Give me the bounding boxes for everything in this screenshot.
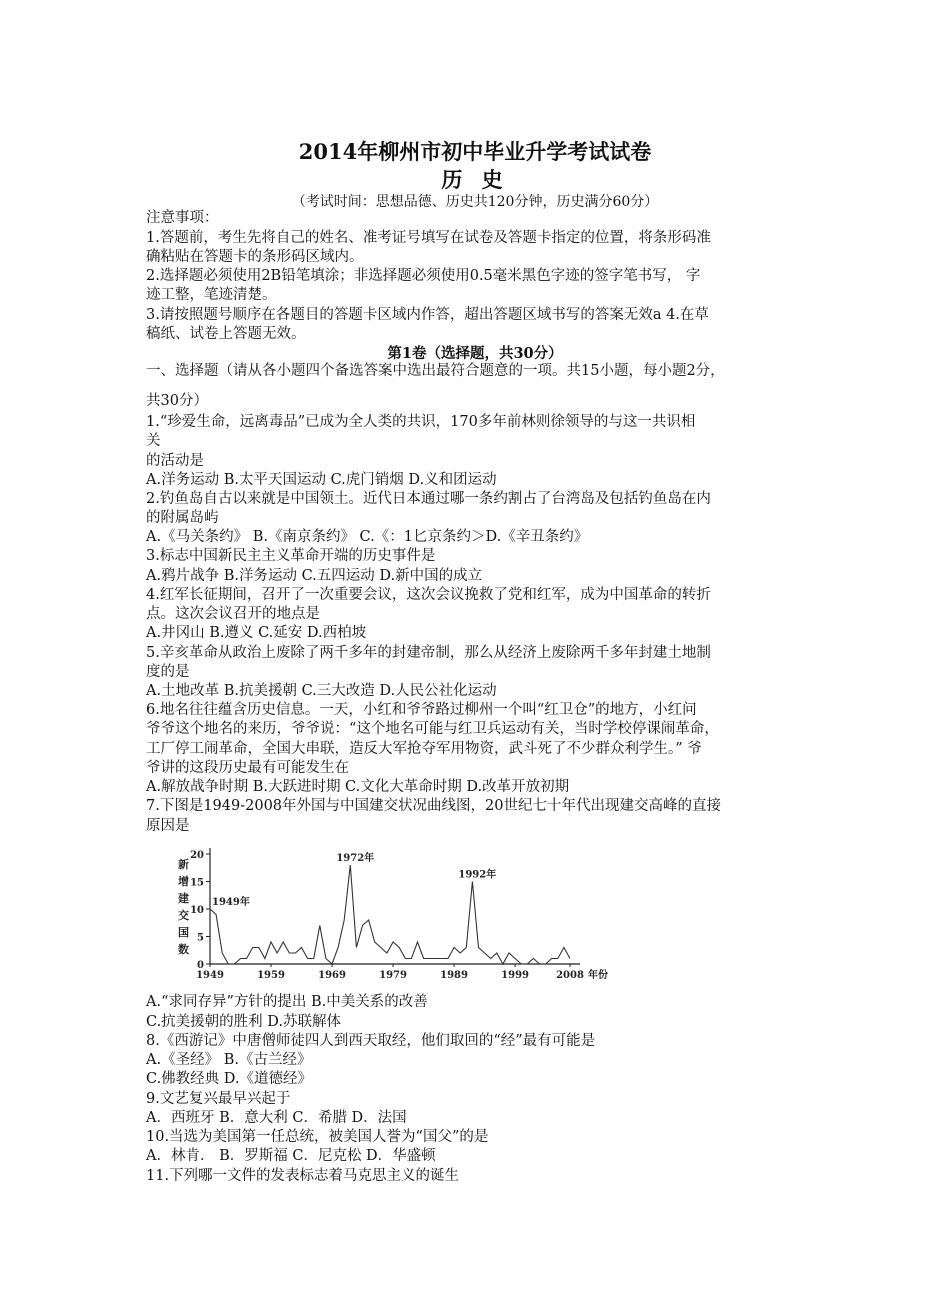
x-tick-label: 1979 bbox=[379, 970, 407, 981]
exam-time-note: （考试时间：思想品德、历史共120分钟，历史满分60分） bbox=[291, 194, 659, 210]
x-tick-label: 1969 bbox=[318, 970, 346, 981]
chart-axes bbox=[210, 848, 580, 964]
series-line bbox=[210, 865, 570, 964]
y-tick-label: 0 bbox=[197, 960, 204, 971]
question-line: A.“求同存异”方针的提出 B.中美关系的改善 bbox=[146, 994, 428, 1010]
y-axis-label-char: 增 bbox=[178, 875, 189, 888]
chart-series bbox=[210, 865, 570, 964]
y-axis-label-char: 交 bbox=[178, 909, 189, 922]
x-tick-label: 2008 bbox=[556, 970, 584, 981]
question-line: A．西班牙 B．意大利 C．希腊 D．法国 bbox=[146, 1110, 407, 1126]
question-line: 11.下列哪一文件的发表标志着马克思主义的诞生 bbox=[146, 1168, 460, 1184]
question-line: 2.钓鱼岛自古以来就是中国领土。近代日本通过哪一条约割占了台湾岛及包括钓鱼岛在内 bbox=[146, 491, 711, 507]
annotation-label: 1992年 bbox=[458, 869, 497, 881]
x-tick-label: 1989 bbox=[440, 970, 468, 981]
annotation-label: 1972年 bbox=[336, 853, 375, 864]
notice-line: 注意事项： bbox=[146, 210, 219, 226]
chart-annotations bbox=[212, 851, 496, 908]
question-line: A.洋务运动 B.太平天国运动 C.虎门销烟 D.义和团运动 bbox=[146, 472, 497, 488]
y-axis-label bbox=[178, 857, 189, 956]
notice-line: 3.请按照题号顺序在各题目的答题卡区域内作答，超出答题区域书写的答案无效a 4.在草 bbox=[146, 307, 709, 323]
question-line: 3.标志中国新民主主义革命开端的历史事件是 bbox=[146, 548, 436, 564]
question-line: 7.下图是1949-2008年外国与中国建交状况曲线图，20世纪七十年代出现建交高峰的直接 bbox=[146, 798, 721, 814]
annotation-label: 1949年 bbox=[212, 897, 250, 908]
question-line: C.佛教经典 D.《道德经》 bbox=[146, 1071, 313, 1087]
question-line: A.井冈山 B.遵义 C.延安 D.西柏坡 bbox=[146, 625, 367, 641]
question-line: 一、选择题（请从各小题四个备选答案中选出最符合题意的一项。共15小题，每小题2分， bbox=[146, 363, 725, 379]
question-line: 的附属岛屿 bbox=[146, 510, 219, 526]
question-line: C.抗美援朝的胜利 D.苏联解体 bbox=[146, 1014, 342, 1030]
y-tick-label: 10 bbox=[190, 905, 204, 916]
question-line: A.《圣经》 B.《古兰经》 bbox=[146, 1052, 312, 1068]
notice-line: 迹工整，笔迹清楚。 bbox=[146, 287, 277, 303]
question-line: 8.《西游记》中唐僧师徒四人到西天取经，他们取回的“经”最有可能是 bbox=[146, 1033, 596, 1049]
question-line: 度的是 bbox=[146, 664, 190, 680]
exam-title: 2014年柳州市初中毕业升学考试试卷 bbox=[298, 139, 652, 164]
y-axis-label-char: 国 bbox=[178, 926, 189, 939]
question-line: 6.地名往往蕴含历史信息。一天，小红和爷爷路过柳州一个叫“红卫仓”的地方，小红问 bbox=[146, 702, 697, 718]
question-line: 4.红军长征期间，召开了一次重要会议，这次会议挽救了党和红军，成为中国革命的转折 bbox=[146, 587, 711, 603]
question-line: 工厂停工闹革命，全国大串联，造反大军抢夺军用物资，武斗死了不少群众利学生。” 爷 bbox=[146, 741, 702, 757]
notice-line: 确粘贴在答题卡的条形码区域内。 bbox=[146, 249, 364, 265]
subject-title: 历 史 bbox=[441, 167, 509, 192]
section-title: 第1卷（选择题，共30分） bbox=[387, 345, 563, 362]
question-line: A.鸦片战争 B.洋务运动 C.五四运动 D.新中国的成立 bbox=[146, 568, 483, 584]
y-axis-label-char: 数 bbox=[178, 943, 189, 956]
question-line: 5.辛亥革命从政治上废除了两千多年的封建帝制，那么从经济上废除两千多年封建土地制 bbox=[146, 645, 711, 661]
question-line: 关 bbox=[146, 433, 161, 449]
question-line: 9.文艺复兴最早兴起于 bbox=[146, 1091, 291, 1107]
x-ticks bbox=[196, 964, 608, 981]
notice-line: 稿纸、试卷上答题无效。 bbox=[146, 326, 306, 342]
question-line: 原因是 bbox=[146, 818, 190, 834]
question-line: 共30分） bbox=[146, 393, 208, 409]
question-line: 10.当选为美国第一任总统，被美国人誉为“国父”的是 bbox=[146, 1129, 489, 1145]
question-line: 的活动是 bbox=[146, 453, 204, 469]
y-axis-label-char: 建 bbox=[178, 892, 189, 905]
y-tick-label: 15 bbox=[190, 877, 204, 889]
y-ticks bbox=[190, 850, 210, 971]
question-line: A．林肯． B．罗斯福 C．尼克松 D．华盛顿 bbox=[146, 1148, 436, 1164]
x-tick-label: 1949 bbox=[196, 970, 224, 981]
y-tick-label: 5 bbox=[197, 932, 204, 944]
question-line: 1.“珍爱生命，远离毒品”已成为全人类的共识，170多年前林则徐领导的与这一共识相 bbox=[146, 414, 696, 430]
y-tick-label: 20 bbox=[190, 850, 204, 861]
diplomatic-relations-chart bbox=[170, 838, 640, 988]
notice-line: 1.答题前，考生先将自己的姓名、准考证号填写在试卷及答题卡指定的位置，将条形码准 bbox=[146, 230, 711, 246]
x-tick-label: 1999 bbox=[501, 970, 530, 981]
question-line: 点。这次会议召开的地点是 bbox=[146, 606, 320, 622]
question-line: A.解放战争时期 B.大跃进时期 C.文化大革命时期 D.改革开放初期 bbox=[146, 779, 570, 795]
question-line: A.土地改革 B.抗美援朝 C.三大改造 D.人民公社化运动 bbox=[146, 683, 497, 699]
x-axis-suffix-label: 年份 bbox=[588, 970, 608, 981]
notice-line: 2.选择题必须使用2B铅笔填涂；非选择题必须使用0.5毫米黑色字迹的签字笔书写， 字 bbox=[146, 268, 701, 284]
question-line: 爷爷这个地名的来历，爷爷说：“这个地名可能与红卫兵运动有关，当时学校停课闹革命， bbox=[146, 721, 719, 737]
y-axis-label-char: 新 bbox=[178, 858, 189, 871]
question-line: A.《马关条约》 B.《南京条约》 C.《：1匕京条约＞D.《辛丑条约》 bbox=[146, 529, 589, 545]
question-line: 爷讲的这段历史最有可能发生在 bbox=[146, 760, 349, 776]
x-tick-label: 1959 bbox=[257, 970, 285, 981]
